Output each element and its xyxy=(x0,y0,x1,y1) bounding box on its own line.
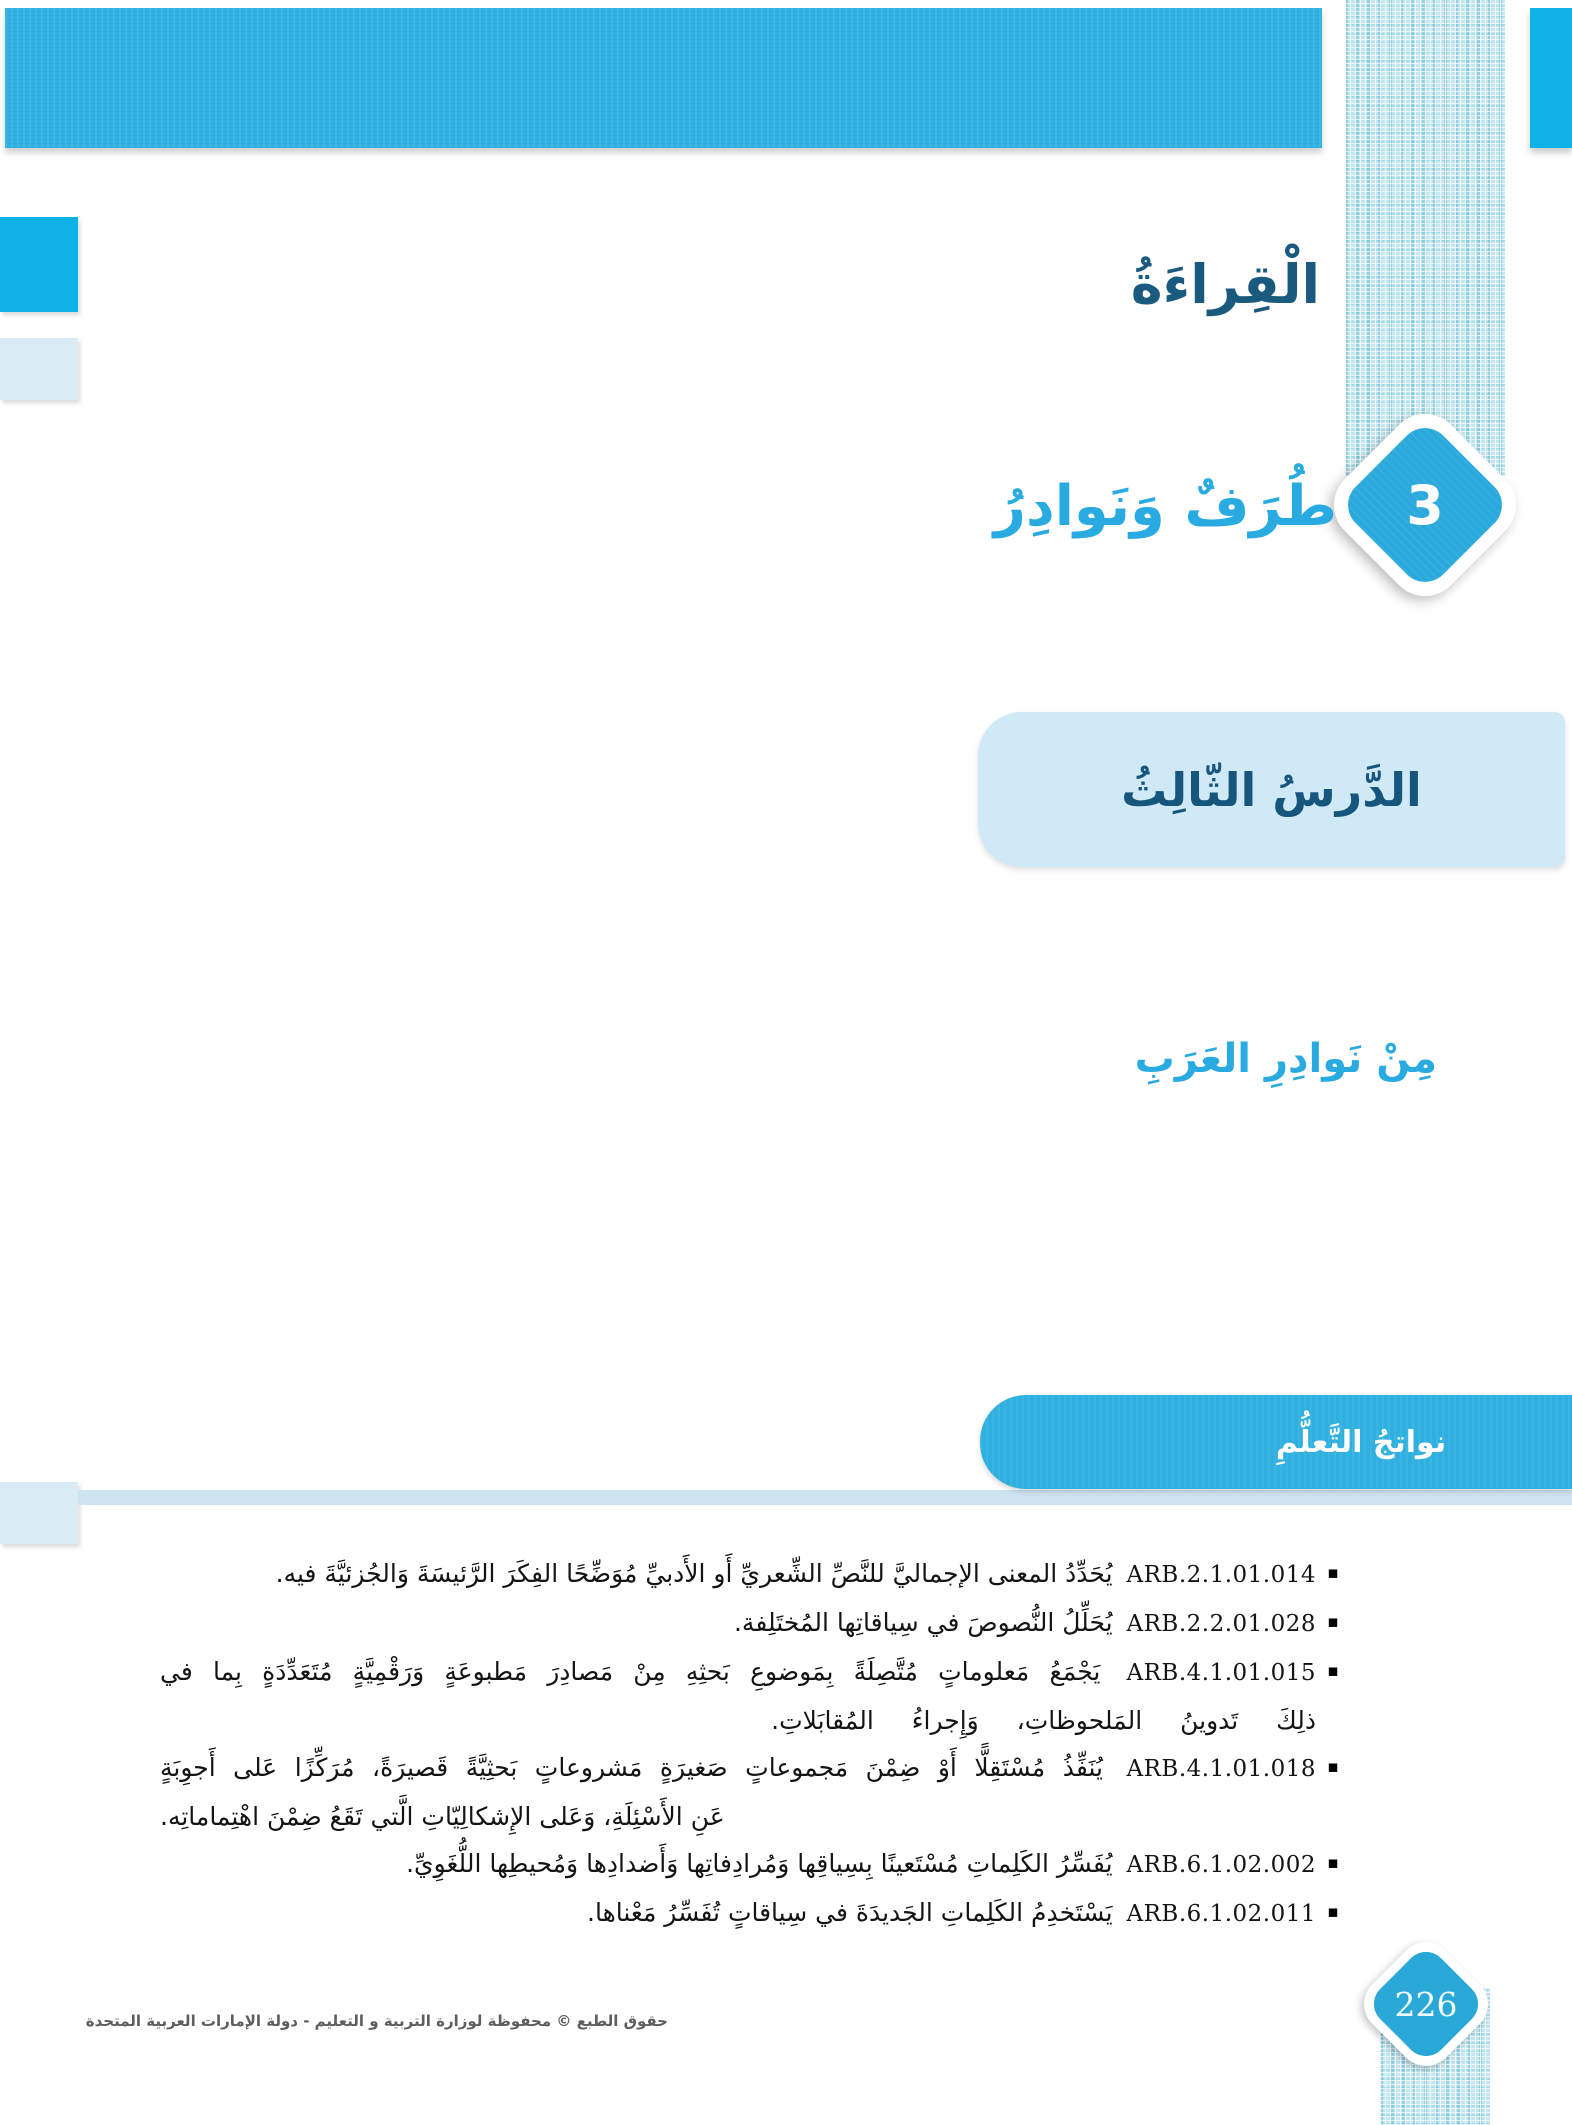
bullet-icon: ▪ xyxy=(1327,1902,1339,1922)
bullet-icon: ▪ xyxy=(1327,1661,1339,1681)
outcome-item xyxy=(160,1744,1350,1840)
learning-outcomes-header: نواتجُ التَّعلُّمِ xyxy=(1275,1424,1447,1460)
outcome-item xyxy=(160,1840,1350,1889)
bullet-icon: ▪ xyxy=(1327,1757,1339,1777)
outcome-line: ذلِكَ تَدوينُ المَلحوظاتِ، وَإِجراءُ المُقابَلاتِ. xyxy=(771,1706,1316,1735)
copyright-notice: حقوق الطبع © محفوظة لوزارة التربية و التعليم - دولة الإمارات العربية المتحدة xyxy=(85,2012,668,2030)
outcome-code: ARB.4.1.01.015 xyxy=(1126,1660,1316,1686)
outcome-code: ARB.2.1.01.014 xyxy=(1126,1562,1316,1588)
lesson-label: الدَّرسُ الثّالِثُ xyxy=(1121,762,1422,817)
outcome-item xyxy=(160,1599,1350,1648)
outcome-code: ARB.2.2.01.028 xyxy=(1126,1611,1316,1637)
outcome-line: ARB.6.1.02.002 يُفَسِّرُ الكَلِماتِ مُسْتَعينًا بِسِياقِها وَمُرادِفاتِها وَأَضدادِها وَمُحيطِها اللُّغَوِيِّ. xyxy=(406,1849,1316,1878)
lesson-pill xyxy=(978,712,1565,867)
page-number-diamond xyxy=(1352,1930,1499,2077)
top-banner xyxy=(5,8,1322,148)
outcome-item xyxy=(160,1550,1350,1599)
vertical-texture-band xyxy=(1345,0,1505,476)
outcome-code: ARB.6.1.02.011 xyxy=(1126,1901,1316,1927)
unit-number: 3 xyxy=(1406,473,1444,537)
outcome-line: ARB.4.1.01.015 يَجْمَعُ مَعلوماتٍ مُتَّصِلَةً بِمَوضوعِ بَحثِهِ مِنْ مَصادِرَ مَطبوعَةٍ وَرَقْمِيَّةٍ مُتَعَدِّدَةٍ بِما في xyxy=(160,1657,1316,1686)
outcome-line: عَنِ الأَسْئِلَةِ، وَعَلى الإِشكالِيّاتِ الَّتي تَقَعُ ضِمْنَ اهْتِماماتِه. xyxy=(160,1802,725,1831)
outcome-line: ARB.4.1.01.018 يُنَفِّذُ مُسْتَقِلًّا أَوْ ضِمْنَ مَجموعاتٍ صَغيرَةٍ مَشروعاتٍ بَحثِيَّةً قَصيرَةً، مُرَكِّزًا عَلى أَجوِبَةٍ xyxy=(160,1753,1316,1782)
unit-number-diamond xyxy=(1319,399,1531,611)
reading-text-title: مِنْ نَوادِرِ العَرَبِ xyxy=(1134,1036,1437,1082)
outcome-code: ARB.6.1.02.002 xyxy=(1126,1852,1316,1878)
outcome-line: ARB.2.2.01.028 يُحَلِّلُ النُّصوصَ في سِياقاتِها المُختَلِفة. xyxy=(733,1608,1316,1637)
top-right-strip xyxy=(1530,8,1572,148)
left-accent-square-bright xyxy=(0,217,78,312)
outcome-line: ARB.6.1.02.011 يَسْتَخدِمُ الكَلِماتِ الجَديدَةَ في سِياقاتٍ تُفَسِّرُ مَعْناها. xyxy=(587,1898,1316,1927)
unit-title: طُرَفٌ وَنَوادِرُ xyxy=(993,474,1337,539)
bullet-icon: ▪ xyxy=(1327,1563,1339,1583)
left-accent-square-light xyxy=(0,338,78,400)
outcome-code: ARB.4.1.01.018 xyxy=(1126,1756,1316,1782)
page-number: 226 xyxy=(1394,1984,1458,2024)
section-heading: الْقِراءَةُ xyxy=(1130,253,1320,316)
learning-outcomes-banner xyxy=(980,1395,1572,1489)
outcome-item xyxy=(160,1889,1350,1938)
bullet-icon: ▪ xyxy=(1327,1612,1339,1632)
bullet-icon: ▪ xyxy=(1327,1853,1339,1873)
horizontal-divider-strip xyxy=(78,1490,1572,1505)
learning-outcomes-list xyxy=(160,1550,1350,1938)
outcome-line: ARB.2.1.01.014 يُحَدِّدُ المعنى الإجماليَّ للنَّصِّ الشِّعريِّ أَو الأَدبيِّ مُوَضِّحًا الفِكَرَ الرَّئيسَةَ وَالجُزئيَّةَ فيه. xyxy=(275,1559,1316,1588)
left-accent-square-light-lower xyxy=(0,1482,78,1544)
outcome-item xyxy=(160,1648,1350,1744)
